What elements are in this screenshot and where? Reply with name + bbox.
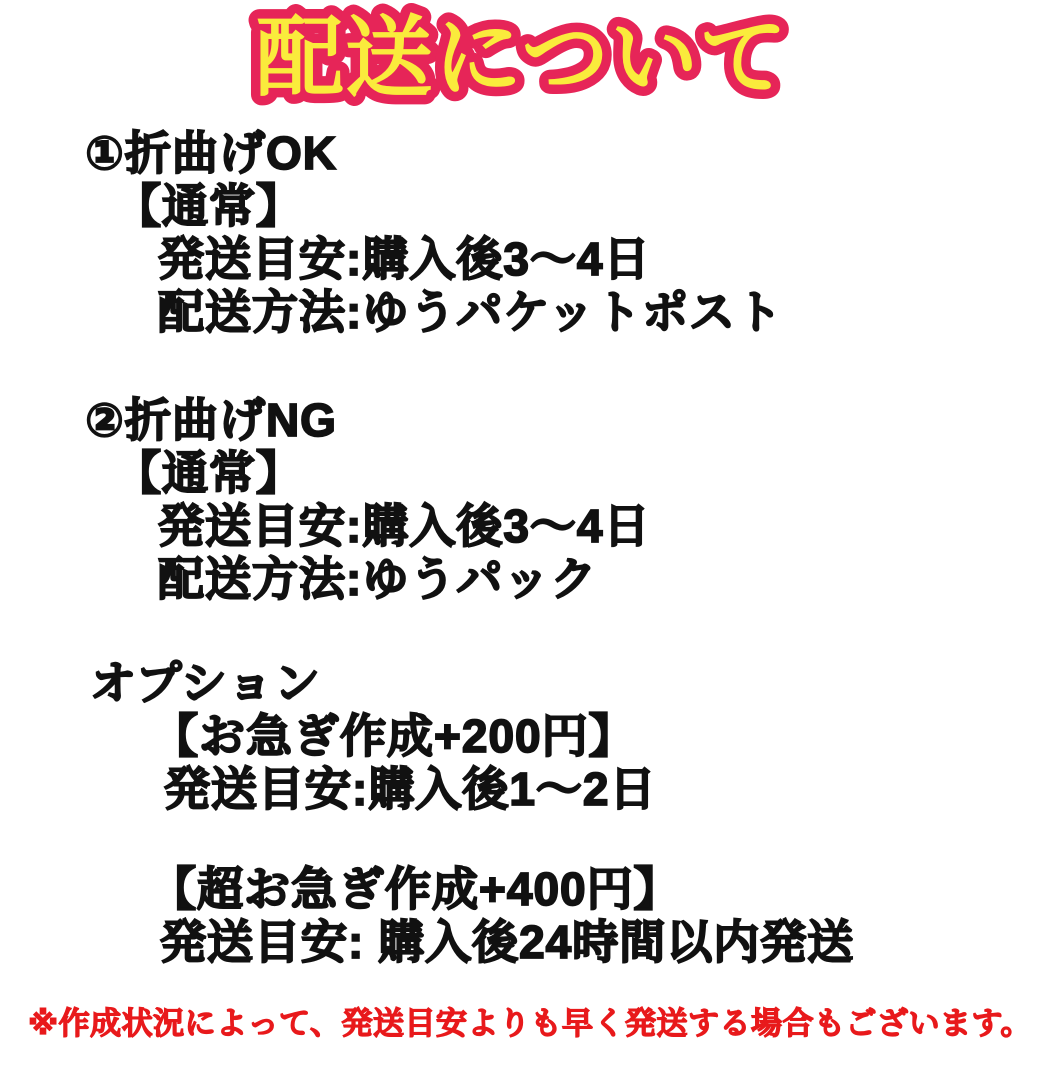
page-title-text: 配送について [255,8,789,107]
section-2-shipping-method: 配送方法:ゆうパック [158,553,598,605]
footnote-note: ※作成状況によって、発送目安よりも早く発送する場合もございます。 [28,1006,1033,1041]
section-1-condition: 【通常】 [115,180,303,232]
section-1-shipping-method: 配送方法:ゆうパケットポスト [158,286,784,338]
option-super-express-estimate: 発送目安: 購入後24時間以内発送 [160,916,855,968]
option-super-express-label: 【超お急ぎ作成+400円】 [150,863,681,915]
section-fold-ng [85,394,650,606]
section-super-express [150,863,854,969]
section-options [90,657,656,816]
options-heading: オプション [90,657,321,709]
section-2-shipping-estimate: 発送目安:購入後3〜4日 [158,500,651,552]
option-express-label: 【お急ぎ作成+200円】 [152,710,636,762]
section-2-condition: 【通常】 [115,447,303,499]
option-express-estimate: 発送目安:購入後1〜2日 [164,763,657,815]
section-1-shipping-estimate: 発送目安:購入後3〜4日 [158,233,651,285]
section-1-heading: ①折曲げOK [85,127,337,179]
page-title [0,0,1044,112]
section-2-heading: ②折曲げNG [85,394,337,446]
section-fold-ok [85,127,783,339]
